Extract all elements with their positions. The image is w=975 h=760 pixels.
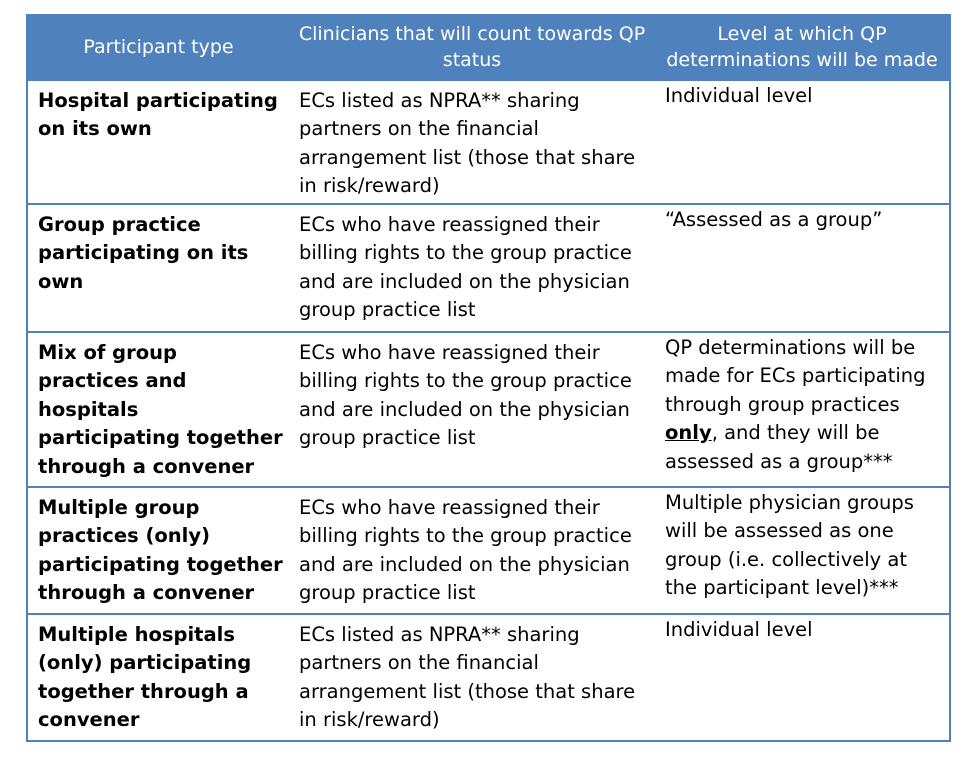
- level-emphasis-only: only: [665, 421, 712, 445]
- clinicians-cell: ECs who have reassigned their billing rights to the group practice and are included on the physician group practice list: [289, 332, 655, 487]
- table-body: [28, 80, 949, 744]
- level-cell: Multiple physician groups will be assessed as one group (i.e. collectively at the participant level)***: [655, 487, 949, 614]
- level-cell: [655, 332, 949, 487]
- participant-type-cell: Hospital participating on its own: [28, 80, 289, 204]
- header-row: [28, 16, 949, 80]
- table-header: [28, 16, 949, 80]
- table-row: [28, 487, 949, 614]
- level-cell: Individual level: [655, 614, 949, 744]
- participant-type-cell: Multiple group practices (only) participating together through a convener: [28, 487, 289, 614]
- clinicians-cell: ECs listed as NPRA** sharing partners on the financial arrangement list (those that share in risk/reward): [289, 80, 655, 204]
- level-text-after: , and they will be assessed as a group***: [665, 421, 893, 473]
- table-row: [28, 614, 949, 744]
- clinicians-cell: ECs who have reassigned their billing rights to the group practice and are included on the physician group practice list: [289, 204, 655, 332]
- table-row: [28, 204, 949, 332]
- level-cell: Individual level: [655, 80, 949, 204]
- participant-type-cell: Group practice participating on its own: [28, 204, 289, 332]
- table-row: [28, 80, 949, 204]
- level-text-before: QP determinations will be made for ECs participating through group practices: [665, 336, 926, 416]
- clinicians-cell: ECs who have reassigned their billing rights to the group practice and are included on the physician group practice list: [289, 487, 655, 614]
- participant-type-cell: Mix of group practices and hospitals participating together through a convener: [28, 332, 289, 487]
- header-participant-type: Participant type: [28, 16, 289, 80]
- header-level: Level at which QP determinations will be made: [655, 16, 949, 80]
- participant-type-cell: Multiple hospitals (only) participating together through a convener: [28, 614, 289, 744]
- level-cell: “Assessed as a group”: [655, 204, 949, 332]
- header-clinicians: Clinicians that will count towards QP status: [289, 16, 655, 80]
- table: [28, 16, 949, 744]
- qp-determination-table: [26, 14, 951, 742]
- clinicians-cell: ECs listed as NPRA** sharing partners on the financial arrangement list (those that share in risk/reward): [289, 614, 655, 744]
- table-row: [28, 332, 949, 487]
